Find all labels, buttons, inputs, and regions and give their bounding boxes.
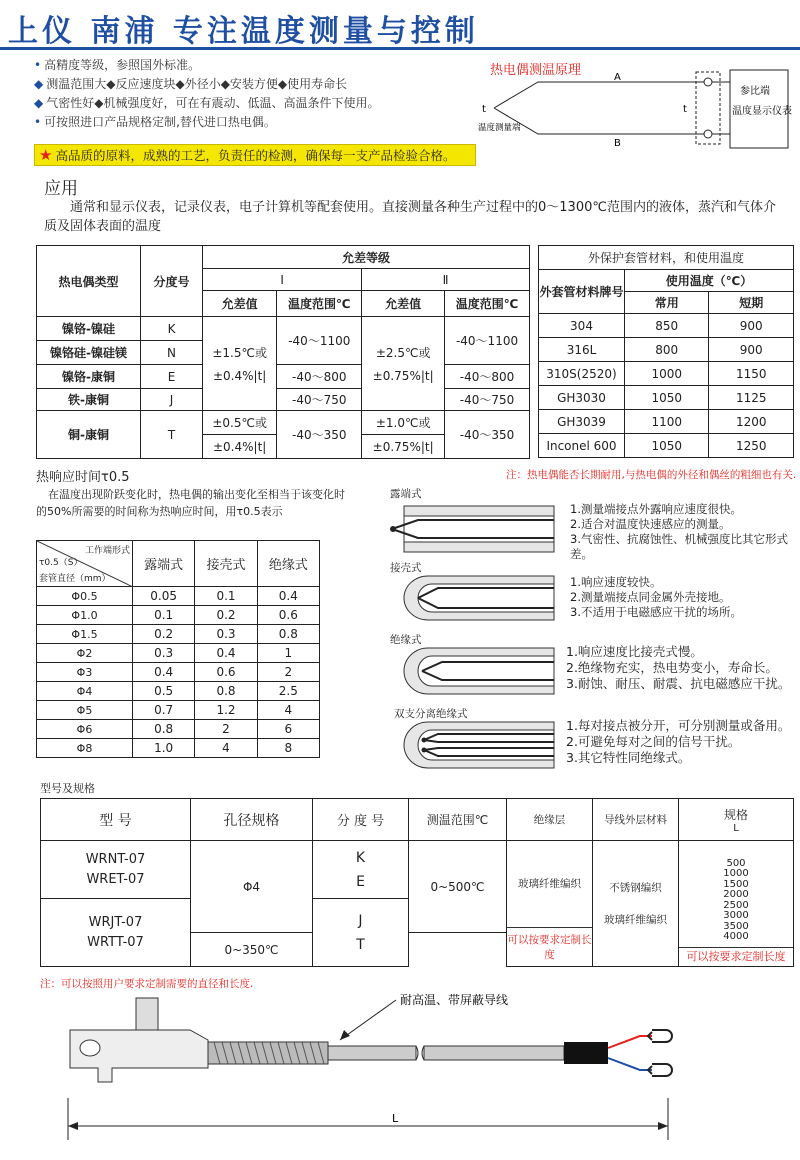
label-t: t (482, 104, 486, 115)
braided-cable (424, 1046, 564, 1060)
col-grade-header: 分度号 (141, 246, 203, 317)
model-table: 型 号 孔径规格 分 度 号 测温范围℃ 绝缘层 导线外层材料 规格 L WRNT-07 WRET-07 Φ4 K E 0~500℃ 玻璃纤维编织 可以按要求定制长度 不锈钢编织 玻璃纤维编织 500 1000 1500 2000 2500 3000 3500 4000 可以按要求定制长度 WRJT-07 WRTT-07 J T 0~350℃ (40, 798, 794, 967)
junction-title: 双支分离绝缘式 (394, 708, 468, 720)
label-a: A (614, 72, 621, 83)
lead-red (608, 1036, 652, 1048)
table-row: 310S(2520) 1000 1150 (539, 362, 794, 386)
table-row: GH3030 1050 1125 (539, 386, 794, 410)
wire-b (494, 108, 708, 134)
junction-desc: 1.响应速度比接壳式慢。 2.绝缘物充实，热电势变小，寿命长。 3.耐蚀、耐压、耐震、抗电磁感应干扰。 (566, 644, 791, 691)
feature-item: ◆ 测温范围大◆反应速度块◆外径小◆安装方便◆使用寿命长 (34, 77, 348, 91)
table-row: 镍铬-康铜 E -40～800 -40～800 (37, 365, 530, 389)
application-heading: 应用 (44, 179, 78, 199)
table-row: Φ8 1.0 4 8 (37, 739, 320, 758)
table-row: WRJT-07 WRTT-07 J T (41, 899, 794, 933)
braided-cable (328, 1046, 416, 1060)
principle-title: 热电偶测温原理 (490, 63, 582, 78)
junction-desc: 1.每对接点被分开，可分别测量或备用。 2.可避免每对之间的信号干扰。 3.其它特性同绝缘式。 (566, 718, 791, 765)
mounting-hole (80, 1040, 100, 1056)
response-heading: 热响应时间τ0.5 (36, 470, 130, 485)
corner-cell: 工作端形式 τ0.5（S） 套管直径（mm） (37, 541, 133, 587)
table-row: 镍铬硅-镍硅镁 N (37, 341, 530, 365)
class2-header: Ⅱ (362, 269, 530, 291)
bullet-icon: • (34, 58, 42, 72)
measure-end-label: 温度测量端 (478, 123, 521, 133)
bullet-icon: ◆ (34, 77, 44, 91)
display-label: 温度显示仪表 (732, 106, 792, 117)
table-row: 304 850 900 (539, 314, 794, 338)
table-row: ±0.4%|t| ±0.75%|t| (37, 435, 530, 459)
junction-title: 接壳式 (390, 562, 422, 574)
ref-node-b (704, 130, 712, 138)
quality-banner: ★ 高品质的原料，成熟的工艺，负责任的检测，确保每一支产品检验合格。 (34, 144, 476, 166)
label-t0: t (683, 104, 687, 115)
table-row: Inconel 600 1050 1250 (539, 434, 794, 458)
feature-list (34, 56, 474, 132)
principle-diagram (478, 60, 800, 160)
bullet-icon: • (34, 115, 42, 129)
spring-guard (208, 1042, 328, 1064)
wire-label: 耐高温、带屏蔽导线 (400, 993, 509, 1007)
length-label: L (392, 1112, 399, 1125)
page-header (0, 0, 800, 50)
sheath-note: 注：热电偶能否长期耐用,与热电偶的外径和偶丝的粗细也有关. (506, 469, 797, 481)
star-icon: ★ (39, 146, 53, 164)
product-drawing (40, 990, 760, 1150)
sheath-title: 外保护套管材料，和使用温度 (539, 246, 794, 270)
grounded-junction-drawing (388, 572, 558, 624)
class1-header: Ⅰ (203, 269, 362, 291)
col-allow-header: 允差等级 (203, 246, 530, 269)
model-note: 注：可以按照用户要求定制需要的直径和长度. (40, 978, 254, 990)
table-row: WRNT-07 WRET-07 Φ4 K E 0~500℃ 玻璃纤维编织 可以按要求定制长度 不锈钢编织 玻璃纤维编织 500 1000 1500 2000 2500 3000 3500 4000 可以按要求定制长度 (41, 841, 794, 899)
feature-item: • 可按照进口产品规格定制,替代进口热电偶。 (34, 115, 276, 129)
table-row: 镍铬-镍硅 K ±1.5℃或 ±0.4%|t| -40～1100 ±2.5℃或 ±0.75%|t| -40～1100 (37, 317, 530, 341)
response-table: 工作端形式 τ0.5（S） 套管直径（mm） 露端式 接壳式 绝缘式 Φ0.5 0.05 0.1 0.4 Φ1.0 0.1 0.2 0.6 Φ1.5 0.2 0.3 0.8 Φ2 0.3 0.4 1 Φ3 0.4 0.6 2 Φ4 0.5 0.8 2.5 Φ5 0.7 1.2 4 Φ6 0.8 2 6 Φ8 1.0 4 8 (36, 540, 320, 758)
label-b: B (614, 138, 621, 149)
sheath-table: 外保护套管材料，和使用温度 外套管材料牌号 使用温度（℃） 常用 短期 304 850 900 316L 800 900 310S(2520) 1000 1150 GH3030 1050 1125 GH3039 1100 1200 Inconel 600 1050 1250 (538, 245, 794, 458)
table-row: Φ5 0.7 1.2 4 (37, 701, 320, 720)
application-text: 通常和显示仪表，记录仪表，电子计算机等配套使用。直接测量各种生产过程中的0～1300℃范围内的液体，蒸汽和气体介质及固体表面的温度 (44, 200, 776, 234)
page-title: 上仪 南浦 专注温度测量与控制 (8, 14, 479, 49)
junction-title: 绝缘式 (390, 634, 422, 646)
model-heading: 型号及规格 (40, 782, 95, 795)
ref-end-label: 参比端 (740, 86, 770, 97)
junction-desc: 1.响应速度较快。 2.测量端接点同金属外壳接地。 3.不适用于电磁感应干扰的场所。 (570, 575, 742, 619)
table-row: Φ6 0.8 2 6 (37, 720, 320, 739)
feature-item: • 高精度等级，参照国外标准。 (34, 58, 201, 72)
bullet-icon: ◆ (34, 96, 44, 110)
wire-a (494, 82, 708, 108)
table-row: GH3039 1100 1200 (539, 410, 794, 434)
response-text: 在温度出现阶跃变化时，热电偶的输出变化至相当于该变化时 的50%所需要的时间称为热响应时间，用τ0.5表示 (36, 488, 345, 518)
table-row: 铜-康铜 T ±0.5℃或 -40～350 ±1.0℃或 -40～350 (37, 411, 530, 435)
table-row: 316L 800 900 (539, 338, 794, 362)
tolerance-table: 热电偶类型 分度号 允差等级 Ⅰ Ⅱ 允差值 温度范围℃ 允差值 温度范围℃ 镍铬-镍硅 K ±1.5℃或 ±0.4%|t| -40～1100 ±2.5℃或 ±0.75%|t| -40～1100 镍铬硅-镍硅镁 N 镍铬-康铜 E -40～800 -40～800 铁-康铜 J -40～750 -40～750 铜-康铜 T ±0.5℃或 -40～350 ±1.0℃或 -40～350 ±0.4%|t| ±0.75%|t| (36, 245, 530, 459)
heat-shrink (564, 1042, 608, 1064)
ref-node-a (704, 78, 712, 86)
exposed-junction-drawing (388, 500, 558, 558)
junction-desc: 1.测量端接点外露响应速度很快。 2.适合对温度快速感应的测量。 3.气密性、抗腐蚀性、机械强度比其它形式差。 (570, 502, 788, 561)
table-row: Φ0.5 0.05 0.1 0.4 (37, 587, 320, 606)
table-row: Φ1.0 0.1 0.2 0.6 (37, 606, 320, 625)
col-type-header: 热电偶类型 (37, 246, 141, 317)
table-row: 铁-康铜 J -40～750 -40～750 (37, 389, 530, 411)
table-row: 0~350℃ (41, 933, 794, 967)
table-row: Φ2 0.3 0.4 1 (37, 644, 320, 663)
table-row: Φ4 0.5 0.8 2.5 (37, 682, 320, 701)
dual-insulated-junction-drawing (388, 718, 558, 772)
insulated-junction-drawing (388, 644, 558, 698)
feature-item: ◆ 气密性好◆机械强度好，可在有震动、低温、高温条件下使用。 (34, 96, 380, 110)
table-row: Φ3 0.4 0.6 2 (37, 663, 320, 682)
junction-title: 露端式 (390, 488, 422, 500)
table-row: Φ1.5 0.2 0.3 0.8 (37, 625, 320, 644)
lead-blue (608, 1058, 652, 1070)
